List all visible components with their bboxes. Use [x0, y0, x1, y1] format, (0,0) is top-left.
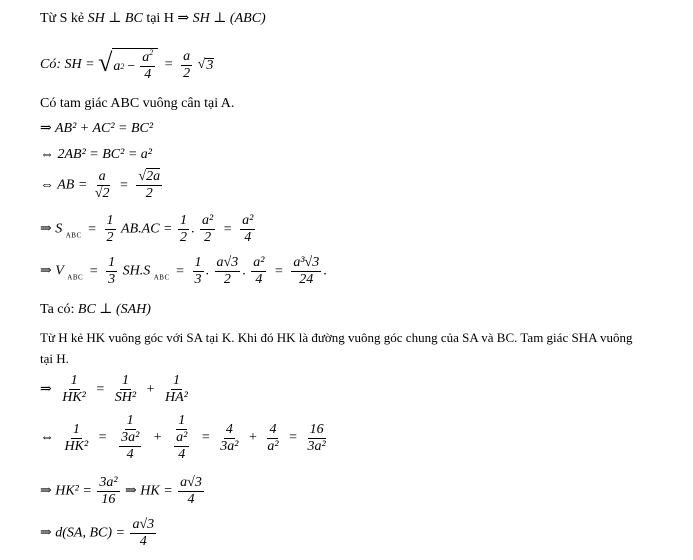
math: 4 [269, 421, 277, 437]
math: = [164, 57, 173, 73]
math: a² [202, 213, 214, 228]
math: ⇒ HK = [125, 483, 173, 499]
math: ⇒ d(SA, BC) = [40, 525, 125, 541]
math: = [176, 263, 185, 279]
line-10: Từ H kẻ HK vuông góc với SA tại K. Khi đó HK là đường vuông góc chung của SA và BC. Tam giác SHA vuông [40, 330, 633, 345]
math: + [248, 430, 257, 446]
math: SH ⊥ BC [87, 11, 143, 26]
math: ⇔ AB = [40, 177, 88, 193]
math: 4 [126, 447, 134, 462]
math: a² [176, 430, 188, 445]
math: ⇔ [40, 430, 54, 446]
math: a√3 [132, 517, 155, 532]
line-13 [40, 414, 330, 462]
math: a² [267, 438, 279, 454]
subscript: ABC [153, 273, 170, 282]
math: a [142, 50, 150, 65]
math: 4 [139, 534, 147, 549]
line-3: Có tam giác ABC vuông cân tại A. [40, 96, 235, 111]
math: 2 [145, 186, 153, 201]
math: 24 [299, 272, 314, 287]
math: 2a [146, 169, 161, 184]
math: 1 [178, 413, 186, 428]
line-9 [40, 303, 151, 317]
math: 4 [144, 67, 152, 82]
math: = [96, 381, 105, 397]
math: 1 [121, 373, 129, 388]
math: 16 [101, 492, 116, 507]
math: 2 [223, 272, 231, 287]
math: a√3 [180, 475, 202, 490]
line-1 [40, 12, 266, 26]
math: 16 [309, 421, 324, 437]
subscript: ABC [67, 273, 84, 282]
math: 3 [206, 57, 214, 73]
text: tại H [146, 11, 174, 26]
math: HK² [62, 390, 86, 405]
math: = [89, 263, 98, 279]
math: a² [242, 213, 254, 228]
math: 1 [194, 255, 202, 270]
math: HA² [165, 390, 188, 405]
math: = [201, 430, 210, 446]
math: ⇒ [40, 381, 52, 397]
math: + [146, 381, 155, 397]
math: 2 [183, 65, 191, 81]
math: = [120, 177, 128, 193]
math: ⇒ V [40, 263, 64, 279]
line-6: ⇔ AB = $\frac{a}{√2}$ = $\frac{√2a}{2}$ [40, 169, 161, 201]
math: a [98, 169, 106, 184]
subscript: ABC [65, 231, 82, 240]
math: 3a² [121, 430, 140, 445]
line-7: ⇒ S $_{ABC}$ = $\frac{1}{2}$ AB.AC = $\frac{1}{2}$ . $\frac{\text{a²}}{2}$ = $\frac{\text{a²}}{4}$ [40, 213, 254, 245]
math: = [274, 263, 283, 279]
math: − [127, 58, 136, 74]
math: SH² [114, 390, 137, 405]
math: 1 [172, 373, 180, 388]
math: AB.AC = [121, 221, 173, 237]
math: + [153, 430, 162, 446]
math: 3a² [220, 438, 239, 454]
math: 1 [126, 413, 134, 428]
math: SH.S [122, 263, 151, 279]
math: 2 [204, 230, 212, 245]
line-15 [40, 518, 158, 549]
text: Ta có: [40, 302, 75, 317]
math: a [183, 48, 191, 64]
math: 4 [187, 492, 195, 507]
line-5: ⇔ 2AB² = BC² = a² [40, 147, 152, 162]
math: 4 [225, 421, 233, 437]
sqrt: √ a 2 − $\frac{a^2}{4}$ [98, 48, 158, 82]
math: 2 [180, 230, 187, 245]
math: = [223, 221, 232, 237]
math: ⇒ S [40, 221, 63, 237]
math: 4 [255, 272, 263, 287]
math: 3a² [99, 475, 118, 490]
math: 4 [178, 447, 186, 462]
math: a [113, 58, 121, 74]
math: = [289, 430, 297, 446]
line-14 [40, 476, 206, 507]
math: ⇒ SH ⊥ (ABC) [177, 11, 266, 26]
math: a√3 [216, 255, 239, 270]
math: 3 [108, 272, 116, 287]
math: = [88, 221, 97, 237]
math: 3a² [307, 438, 326, 454]
math: 2 [106, 230, 114, 245]
math: BC ⊥ (SAH) [77, 302, 151, 317]
line-11: tại H. [40, 351, 69, 366]
math: 1 [70, 373, 78, 388]
math: = [98, 430, 107, 446]
line-2: Có: SH = √ a 2 − $\frac{a^2}{4}$ = $\frac{a}{2}$ √ 3 [40, 48, 214, 82]
math: 4 [244, 230, 252, 245]
math: HK² [64, 438, 89, 454]
math: a³√3 [293, 255, 320, 270]
math: a² [253, 255, 265, 270]
math: 1 [72, 421, 80, 437]
text: Từ S kẻ [40, 11, 85, 26]
line-12 [40, 374, 192, 405]
math: Có: SH = [40, 57, 95, 73]
line-4: ⇒ AB² + AC² = BC² [40, 121, 154, 136]
math: 1 [108, 255, 116, 270]
line-8: ⇒ V $_{ABC}$ = $\frac{1}{3}$ SH.S $_{ABC}$ = $\frac{1}{3}$ . $\frac{a√3}{2}$ . $\frac{\text{a²}}{4}$ = $\frac{\text{a³√3}}{24}$ . [40, 255, 327, 287]
math: 3 [194, 272, 202, 287]
math: 1 [106, 213, 114, 228]
math: ⇒ HK² = [40, 483, 92, 499]
math: 1 [180, 213, 187, 228]
math: 2 [102, 186, 110, 201]
